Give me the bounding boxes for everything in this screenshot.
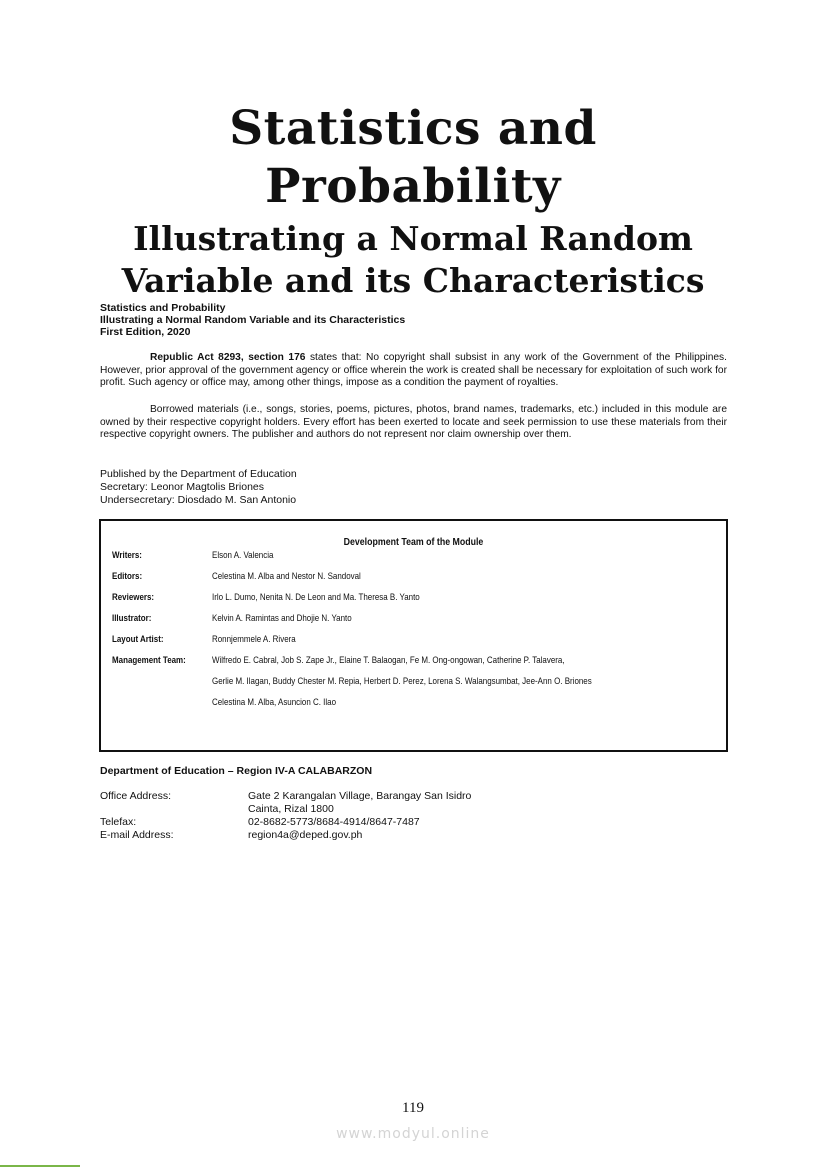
telefax-label: Telefax: — [100, 816, 137, 828]
team-value: Ronnjemmele A. Rivera — [212, 633, 296, 644]
team-label: Editors: — [112, 570, 143, 581]
office-address-line-1: Gate 2 Karangalan Village, Barangay San Isidro — [248, 790, 472, 802]
team-value: Kelvin A. Ramintas and Dhojie N. Yanto — [212, 612, 352, 623]
page-title — [60, 100, 766, 216]
borrowed-materials-paragraph: Borrowed materials (i.e., songs, stories, poems, pictures, photos, brand names, trademarks, etc.) included in this module are owned by their respective copyright holders. Every effort has been exerted to locate and seek permission to use these materials from their respective copyright owners. The publisher and authors do not represent nor claim ownership over them. — [100, 404, 727, 440]
page-subtitle — [60, 218, 766, 302]
publisher-info — [100, 468, 297, 507]
email-value: region4a@deped.gov.ph — [248, 829, 363, 841]
team-value: Irlo L. Dumo, Nenita N. De Leon and Ma. Theresa B. Yanto — [212, 591, 420, 602]
corner-accent-line — [0, 1165, 80, 1167]
meta-subject: Statistics and Probability — [100, 302, 226, 314]
office-address-line-2: Cainta, Rizal 1800 — [248, 803, 334, 815]
region-office-name: Department of Education – Region IV-A CALABARZON — [100, 765, 373, 777]
team-label: Layout Artist: — [112, 633, 164, 644]
team-label: Reviewers: — [112, 591, 155, 602]
telefax-value: 02-8682-5773/8684-4914/8647-7487 — [248, 816, 420, 828]
law-reference: Republic Act 8293, section 176 — [150, 352, 306, 363]
published-by: Published by the Department of Education — [100, 468, 297, 480]
team-label: Writers: — [112, 549, 142, 560]
development-team-box — [99, 519, 728, 752]
team-value: Gerlie M. Ilagan, Buddy Chester M. Repia, Herbert D. Perez, Lorena S. Walangsumbat, Jee-Ann O. Briones — [212, 675, 592, 686]
subtitle-line-2: Variable and its Characteristics — [121, 261, 705, 300]
law-text: states that: No copyright shall subsist in any work of the Government of the Philippines. However, prior approval of the government agency or office wherein the work is created shall be necessary for exploitation of such work for profit. Such agency or office may, among other things, impose as a condition the payment of royalties. — [100, 352, 727, 388]
email-label: E-mail Address: — [100, 829, 174, 841]
title-line-1: Statistics and — [229, 101, 597, 156]
subtitle-line-1: Illustrating a Normal Random — [133, 219, 693, 258]
page-number: 119 — [402, 1100, 424, 1116]
team-value: Elson A. Valencia — [212, 549, 274, 560]
meta-module-title: Illustrating a Normal Random Variable and its Characteristics — [100, 314, 406, 326]
meta-edition: First Edition, 2020 — [100, 326, 191, 338]
watermark: www.modyul.online — [336, 1126, 490, 1142]
team-label: Management Team: — [112, 654, 186, 665]
team-heading: Development Team of the Module — [343, 537, 484, 548]
title-line-2: Probability — [265, 159, 561, 214]
secretary: Secretary: Leonor Magtolis Briones — [100, 481, 264, 493]
team-value: Celestina M. Alba and Nestor N. Sandoval — [212, 570, 361, 581]
team-value: Wilfredo E. Cabral, Job S. Zape Jr., Elaine T. Balaogan, Fe M. Ong-ongowan, Catherine P. Talavera, — [212, 654, 565, 665]
undersecretary: Undersecretary: Diosdado M. San Antonio — [100, 494, 297, 506]
edition-info — [100, 302, 405, 338]
office-address-label: Office Address: — [100, 790, 172, 802]
copyright-paragraph — [100, 352, 727, 390]
team-label: Illustrator: — [112, 612, 152, 623]
team-value: Celestina M. Alba, Asuncion C. Ilao — [212, 696, 337, 707]
